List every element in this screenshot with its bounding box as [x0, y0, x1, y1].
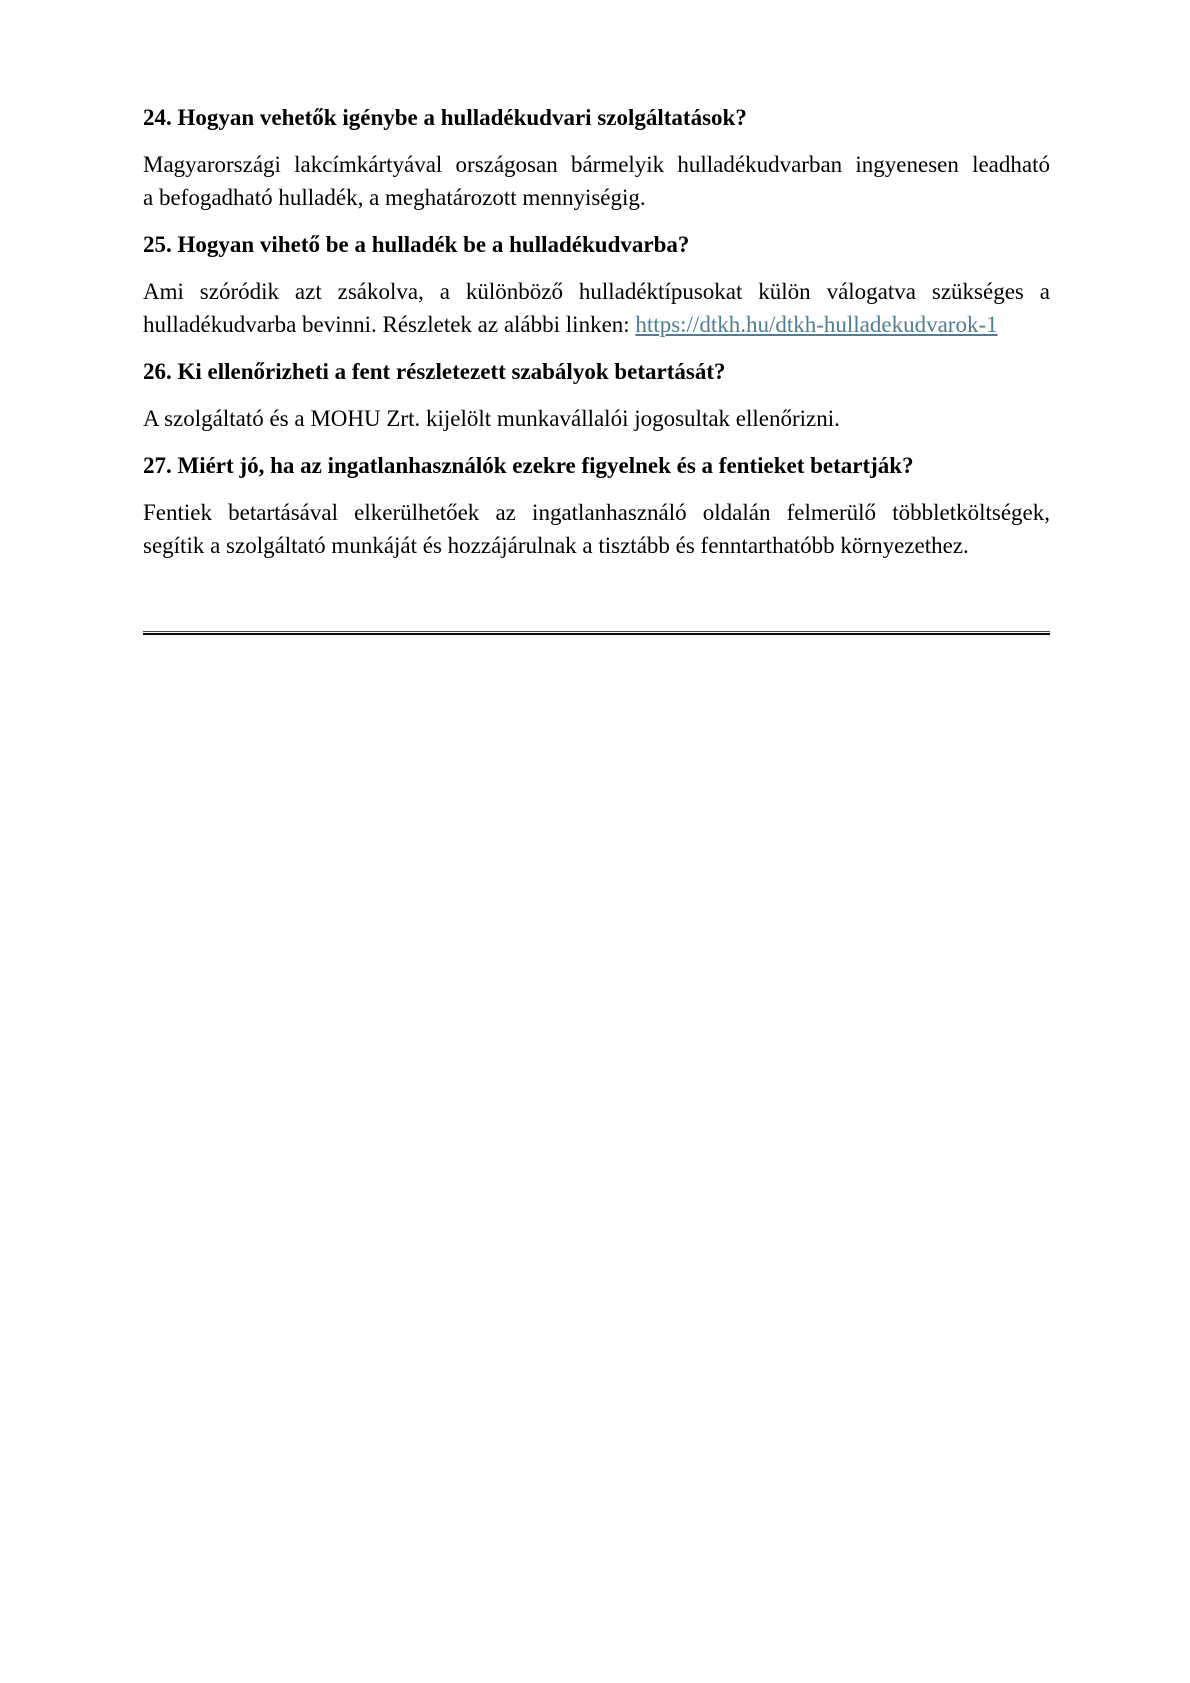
answer-25 [143, 275, 1050, 341]
document-content [0, 0, 1190, 635]
answer-line: Magyarországi lakcímkártyával országosan bármelyik hulladékudvarban ingyenesen leadható [143, 152, 1050, 177]
faq-section-27 [143, 449, 1050, 562]
rule-thin-line [143, 631, 1050, 632]
answer-line: segítik a szolgáltató munkáját és hozzájárulnak a tisztább és fenntarthatóbb környezethez. [143, 533, 969, 558]
question-heading-24: 24. Hogyan vehetők igénybe a hulladékudvari szolgáltatások? [143, 105, 747, 130]
horizontal-rule [143, 631, 1050, 635]
answer-line-with-link [143, 308, 1050, 341]
link-line-prefix: hulladékudvarba bevinni. Részletek az alábbi linken: [143, 312, 636, 337]
rule-thick-line [143, 633, 1050, 635]
faq-section-24 [143, 101, 1050, 214]
faq-section-25 [143, 228, 1050, 341]
answer-line: Fentiek betartásával elkerülhetőek az ingatlanhasználó oldalán felmerülő többletköltségek, [143, 500, 1050, 525]
question-heading-26: 26. Ki ellenőrizheti a fent részletezett szabályok betartását? [143, 359, 726, 384]
answer-24 [143, 148, 1050, 214]
answer-line: A szolgáltató és a MOHU Zrt. kijelölt munkavállalói jogosultak ellenőrizni. [143, 406, 840, 431]
answer-27 [143, 496, 1050, 562]
answer-line: a befogadható hulladék, a meghatározott mennyiségig. [143, 185, 646, 210]
answer-26 [143, 402, 1050, 435]
question-heading-25: 25. Hogyan vihető be a hulladék be a hulladékudvarba? [143, 232, 690, 257]
faq-section-26 [143, 355, 1050, 435]
answer-line: Ami szóródik azt zsákolva, a különböző hulladéktípusokat külön válogatva szükséges a [143, 279, 1050, 304]
question-heading-27: 27. Miért jó, ha az ingatlanhasználók ezekre figyelnek és a fentieket betartják? [143, 453, 914, 478]
hulladekudvarok-link[interactable]: https://dtkh.hu/dtkh-hulladekudvarok-1 [635, 312, 998, 337]
